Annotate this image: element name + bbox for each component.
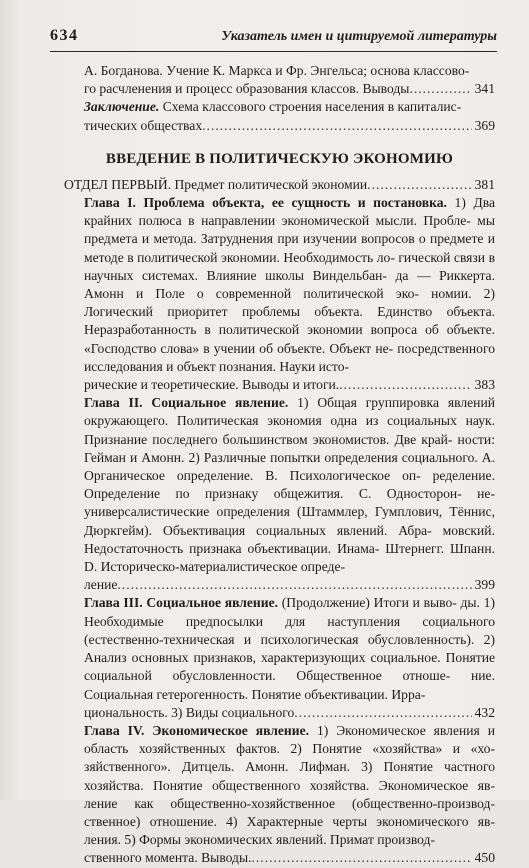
toc-entry-chapter-3 bbox=[64, 594, 495, 721]
leader-dots bbox=[294, 704, 471, 722]
toc-entry-lastline bbox=[84, 376, 495, 394]
toc-entry-chapter-2 bbox=[64, 394, 495, 594]
toc-entry-lastline bbox=[84, 117, 495, 135]
leader-dots bbox=[252, 849, 472, 867]
chapter-text: 1) Два крайних полюса в направлении экономической мысли. Пробле- мы предмета и метода. Затруднения при изучении вопросов о предмете и методе в политической экономии. Необходимость ло- гической связи в научных системах. Влияние школы Виндельбан- да — Риккерта. Амонн и Поле о современной политической эко- номии. 2) Логический приоритет проблемы объекта. Единство объекта. Неразработанность в политической экономии вопроса об объекте. «Господство слова» в учении об объекте. Объект не- посредственного исследования и объект познания. Науки исто- bbox=[84, 195, 495, 374]
toc-entry-lead: ственного момента. Выводы. bbox=[84, 850, 252, 866]
page-number: 634 bbox=[50, 27, 79, 44]
conclusion-label: Заключение. bbox=[84, 99, 160, 115]
chapter-title: Глава II. Социальное явление. bbox=[84, 395, 289, 411]
chapter-body bbox=[84, 194, 495, 376]
leader-dots bbox=[202, 117, 471, 135]
toc-entry-bogdanov bbox=[64, 62, 495, 98]
toc-page-ref: 383 bbox=[474, 377, 495, 393]
toc-entry-lastline bbox=[84, 849, 495, 867]
toc-content bbox=[64, 62, 495, 868]
chapter-body bbox=[84, 594, 495, 703]
section-title: ВВЕДЕНИЕ В ПОЛИТИЧЕСКУЮ ЭКОНОМИЮ bbox=[105, 150, 454, 167]
toc-entry-lead: ление bbox=[84, 577, 118, 593]
toc-entry-lastline bbox=[84, 704, 495, 722]
toc-entry-lastline bbox=[84, 80, 495, 98]
toc-page-ref: 432 bbox=[474, 704, 495, 720]
toc-entry-department bbox=[64, 176, 495, 194]
toc-entry-conclusion bbox=[64, 98, 495, 134]
toc-entry-lead: циональность. 3) Виды социального bbox=[84, 704, 295, 720]
leader-dots bbox=[409, 80, 471, 98]
toc-entry-chapter-4 bbox=[64, 722, 495, 868]
chapter-title: Глава I. Проблема объекта, ее сущность и постановка. bbox=[84, 195, 447, 211]
conclusion-text: Схема классового строения населения в капиталис- bbox=[159, 99, 462, 115]
toc-page-ref: 369 bbox=[474, 117, 495, 133]
chapter-text: 1) Экономическое явления и область хозяйственных фактов. 2) Понятие «хозяйства» и «хо- зяйственного». Дитцель. Амонн. Лифман. 3) Понятие частного хозяйства. Понятие общественного хозяйства. Экономическое яв- ление как общественно-хозяйственное (общественно-производ- ственное) отношение. 4) Характерные черты экономического яв- ления. 5) Формы экономических явлений. Примат производ- bbox=[84, 722, 495, 848]
chapter-text: 1) Общая группировка явлений окружающего. Политическая экономия одна из социальных наук. Признание последнего большинством экономистов. Две край- ности: Гейман и Амонн. 2) Различные попытки определения социального. A. Органическое определение. B. Психологическое оп- ределение. Определение по признаку общежития. C. Односторон- не-универсалистические определения (Штаммлер, Гумплович, Тённис, Дюркгейм). Объективация социальных явлений. Абра- мовский. Недостаточность признака объективации. Инама- Штернегг. Шпанн. D. Историческо-материалистическое опреде- bbox=[84, 395, 496, 575]
chapter-title: Глава IV. Экономическое явление. bbox=[84, 722, 310, 738]
toc-entry-lead: рические и теоретические. Выводы и итоги. bbox=[84, 377, 340, 393]
toc-entry-lead: го расчленения и процесс образования классов. Выводы bbox=[84, 81, 410, 97]
leader-dots bbox=[339, 376, 471, 394]
department-title: ОТДЕЛ ПЕРВЫЙ. Предмет политической экономии bbox=[64, 176, 368, 192]
leader-dots bbox=[117, 576, 471, 594]
toc-entry-line bbox=[84, 98, 495, 116]
toc-page-ref: 381 bbox=[474, 176, 495, 192]
page-header bbox=[50, 27, 497, 52]
toc-entry-lastline bbox=[84, 576, 495, 594]
toc-entry-line: А. Богданова. Учение К. Маркса и Фр. Энгельса; основа классово- bbox=[84, 63, 470, 78]
chapter-text: (Продолжение) Итоги и выво- ды. 1) Необходимые предпосылки для наступления социального (естественно-техническая и психологическая обусловленность). 2) Анализ основных признаков, характеризующих социальное. Понятие социальной обусловленности. Общественное отноше- ние. Социальная гетерогенность. Понятие объективации. Ирра- bbox=[84, 595, 495, 702]
toc-entry-lead: тических обществах bbox=[84, 117, 203, 133]
chapter-title: Глава III. Социальное явление. bbox=[84, 595, 279, 611]
toc-page-ref: 399 bbox=[474, 577, 495, 593]
toc-entry-lastline bbox=[64, 176, 495, 194]
chapter-body bbox=[84, 394, 495, 576]
toc-page-ref: 450 bbox=[474, 850, 495, 866]
leader-dots bbox=[367, 176, 471, 194]
running-head: Указатель имен и цитируемой литературы bbox=[221, 29, 497, 44]
toc-page-ref: 341 bbox=[474, 81, 495, 97]
chapter-body bbox=[84, 722, 495, 849]
toc-entry-chapter-1 bbox=[64, 194, 495, 394]
